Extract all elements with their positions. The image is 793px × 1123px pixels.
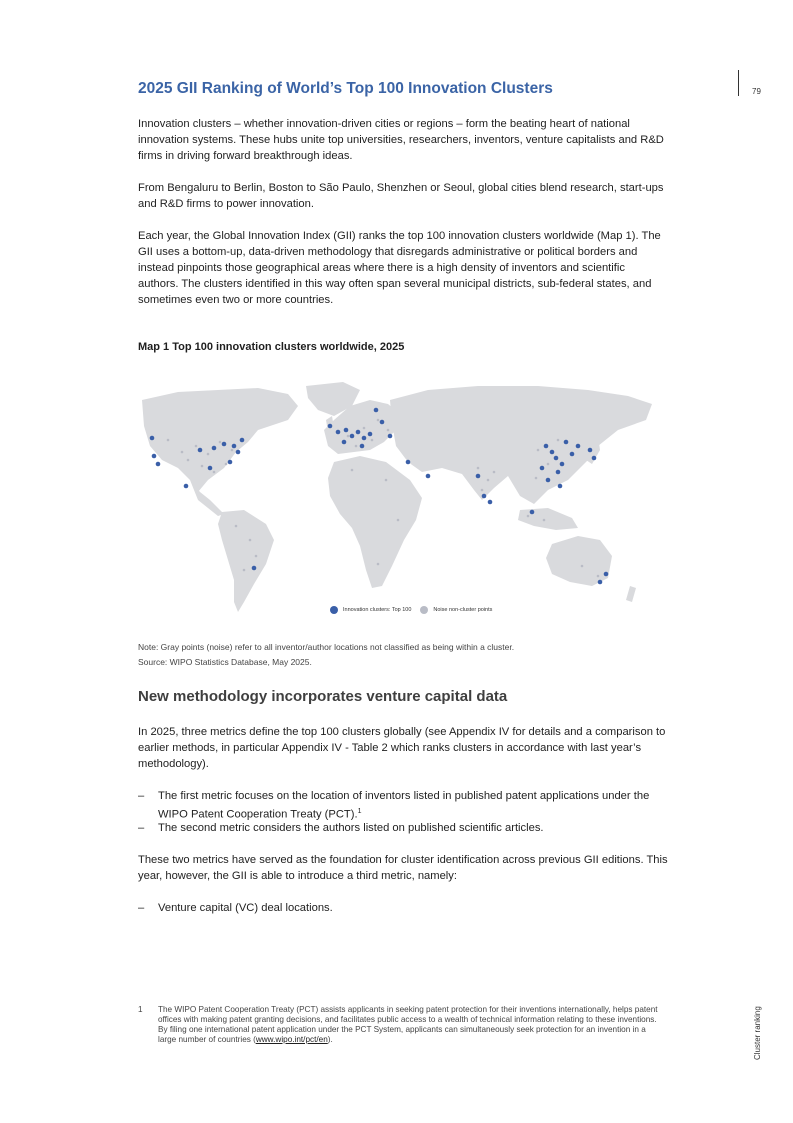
cluster-point — [406, 460, 411, 465]
cluster-point — [604, 572, 609, 577]
cluster-point — [184, 484, 189, 489]
cluster-point — [222, 442, 227, 447]
land-indonesia — [518, 508, 578, 530]
map-note: Note: Gray points (noise) refer to all inventor/author locations not classified as being within a cluster. — [138, 642, 515, 652]
cluster-point — [426, 474, 431, 479]
cluster-point — [152, 454, 157, 459]
noise-point — [387, 429, 390, 432]
noise-point — [249, 539, 252, 542]
cluster-point — [150, 436, 155, 441]
land-north-america — [142, 388, 298, 492]
bullet-text: The first metric focuses on the location of inventors listed in published patent applications under the WIPO Patent Cooperation Treaty (PCT).$^1$ — [158, 790, 650, 821]
cluster-point — [328, 424, 333, 429]
cluster-point — [598, 580, 603, 585]
cluster-point — [544, 444, 549, 449]
cluster-point — [156, 462, 161, 467]
cluster-point — [252, 566, 257, 571]
land-africa — [328, 456, 422, 588]
noise-point — [535, 477, 538, 480]
legend-noise-label: Noise non-cluster points — [433, 607, 493, 613]
cluster-point — [556, 470, 561, 475]
noise-point — [397, 519, 400, 522]
footnote — [138, 1005, 658, 1045]
legend-cluster-label: Innovation clusters: Top 100 — [343, 607, 412, 613]
page-number: 79 — [752, 87, 761, 96]
cluster-point — [232, 444, 237, 449]
cluster-point — [342, 440, 347, 445]
cluster-point — [554, 456, 559, 461]
bullet-item-1 — [138, 788, 668, 823]
page-rule — [738, 70, 739, 96]
noise-point — [235, 525, 238, 528]
noise-point — [493, 471, 496, 474]
land-south-america — [218, 510, 274, 612]
legend-noise-swatch — [420, 606, 428, 614]
noise-point — [597, 575, 600, 578]
noise-point — [167, 439, 170, 442]
cluster-point — [540, 466, 545, 471]
noise-point — [207, 453, 210, 456]
side-label-container — [753, 1000, 767, 1060]
map-title: Map 1 Top 100 innovation clusters worldwide, 2025 — [138, 341, 405, 353]
cluster-point — [564, 440, 569, 445]
noise-point — [351, 469, 354, 472]
bullet-item-3 — [138, 900, 668, 916]
cluster-point — [588, 448, 593, 453]
intro-paragraph-1: Innovation clusters – whether innovation-driven cities or regions – form the beating heart of national innovation systems. These hubs unite top universities, researchers, inventors, venture capitalists and R&D firms in driving forward breakthrough ideas. — [138, 118, 664, 162]
cluster-point — [558, 484, 563, 489]
cluster-point — [592, 456, 597, 461]
noise-point — [231, 449, 234, 452]
cluster-point — [350, 434, 355, 439]
cluster-point — [208, 466, 213, 471]
noise-point — [347, 435, 350, 438]
land-masses — [142, 382, 652, 612]
footnote-number: 1 — [138, 1005, 143, 1014]
cluster-point — [550, 450, 555, 455]
bullet-item-2 — [138, 820, 668, 836]
footnote-ref[interactable]: 1 — [357, 808, 362, 815]
cluster-point — [344, 428, 349, 433]
cluster-point — [576, 444, 581, 449]
cluster-point — [362, 436, 367, 441]
noise-point — [225, 463, 228, 466]
noise-point — [255, 555, 258, 558]
noise-point — [371, 439, 374, 442]
cluster-point — [212, 446, 217, 451]
noise-point — [481, 489, 484, 492]
section-heading: New methodology incorporates venture capital data — [138, 688, 508, 705]
noise-point — [547, 463, 550, 466]
noise-point — [477, 467, 480, 470]
noise-point — [377, 419, 380, 422]
bullet-dash: – — [138, 902, 145, 914]
land-australia — [546, 536, 612, 586]
cluster-point — [380, 420, 385, 425]
cluster-point — [488, 500, 493, 505]
bullet-dash: – — [138, 790, 145, 802]
cluster-point — [570, 452, 575, 457]
cluster-point — [560, 462, 565, 467]
cluster-point — [336, 430, 341, 435]
cluster-point — [546, 478, 551, 483]
legend-cluster-swatch — [330, 606, 338, 614]
cluster-point — [476, 474, 481, 479]
page-title: 2025 GII Ranking of World’s Top 100 Innovation Clusters — [138, 80, 553, 97]
noise-point — [363, 427, 366, 430]
land-new-zealand — [626, 586, 636, 602]
noise-point — [187, 459, 190, 462]
noise-point — [537, 449, 540, 452]
cluster-point — [240, 438, 245, 443]
cluster-point — [374, 408, 379, 413]
noise-point — [377, 563, 380, 566]
noise-point — [581, 565, 584, 568]
footnote-link[interactable]: www.wipo.int/pct/en — [255, 1035, 328, 1044]
noise-point — [543, 519, 546, 522]
noise-point — [385, 479, 388, 482]
noise-point — [219, 441, 222, 444]
map-source: Source: WIPO Statistics Database, May 2025. — [138, 657, 312, 667]
section-paragraph: In 2025, three metrics define the top 100 clusters globally (see Appendix IV for details and a comparison to earlier methods, in particular Appendix IV - Table 2 which ranks clusters in accordance with last year’s methodology). — [138, 726, 666, 770]
noise-point — [181, 451, 184, 454]
noise-point — [557, 439, 560, 442]
land-asia — [390, 386, 652, 504]
cluster-point — [368, 432, 373, 437]
noise-point — [487, 479, 490, 482]
world-map — [138, 380, 656, 616]
cluster-point — [236, 450, 241, 455]
cluster-point — [388, 434, 393, 439]
cluster-point — [360, 444, 365, 449]
noise-point — [243, 569, 246, 572]
cluster-point — [198, 448, 203, 453]
bullet-dash: – — [138, 822, 145, 834]
noise-point — [213, 471, 216, 474]
noise-point — [527, 515, 530, 518]
cluster-point — [356, 430, 361, 435]
bullet-text: The second metric considers the authors listed on published scientific articles. — [158, 822, 544, 834]
noise-point — [355, 445, 358, 448]
bullet-text: Venture capital (VC) deal locations. — [158, 902, 333, 914]
cluster-point — [482, 494, 487, 499]
map-legend — [330, 606, 492, 614]
intro-paragraph-2: From Bengaluru to Berlin, Boston to São Paulo, Shenzhen or Seoul, global cities blend research, start-ups and R&D firms to power innovation. — [138, 182, 664, 210]
intro-paragraph-3: Each year, the Global Innovation Index (GII) ranks the top 100 innovation clusters worldwide (Map 1). The GII uses a bottom-up, data-driven methodology that disregards administrative or political borders and instead pinpoints those geographical areas where there is a high density of inventors and scientific authors. The clusters identified in this way often span several municipal districts, sub-federal states, and sometimes even two or more countries. — [138, 230, 661, 306]
footnote-text: The WIPO Patent Cooperation Treaty (PCT) assists applicants in seeking patent protection for their inventions internationally, helps patent offices with making patent granting decisions, and facilitates public access to a wealth of technical information relating to these inventions. By filing one international patent application under the PCT System, applicants can simultaneously seek protection for an invention in a large number of countries (www.wipo.int/pct/en). — [158, 1005, 658, 1044]
cluster-point — [530, 510, 535, 515]
paragraph-2: These two metrics have served as the foundation for cluster identification across previous GII editions. This year, however, the GII is able to introduce a third metric, namely: — [138, 854, 668, 882]
noise-point — [195, 445, 198, 448]
noise-point — [201, 465, 204, 468]
cluster-point — [228, 460, 233, 465]
side-label: Cluster ranking — [753, 1006, 762, 1060]
